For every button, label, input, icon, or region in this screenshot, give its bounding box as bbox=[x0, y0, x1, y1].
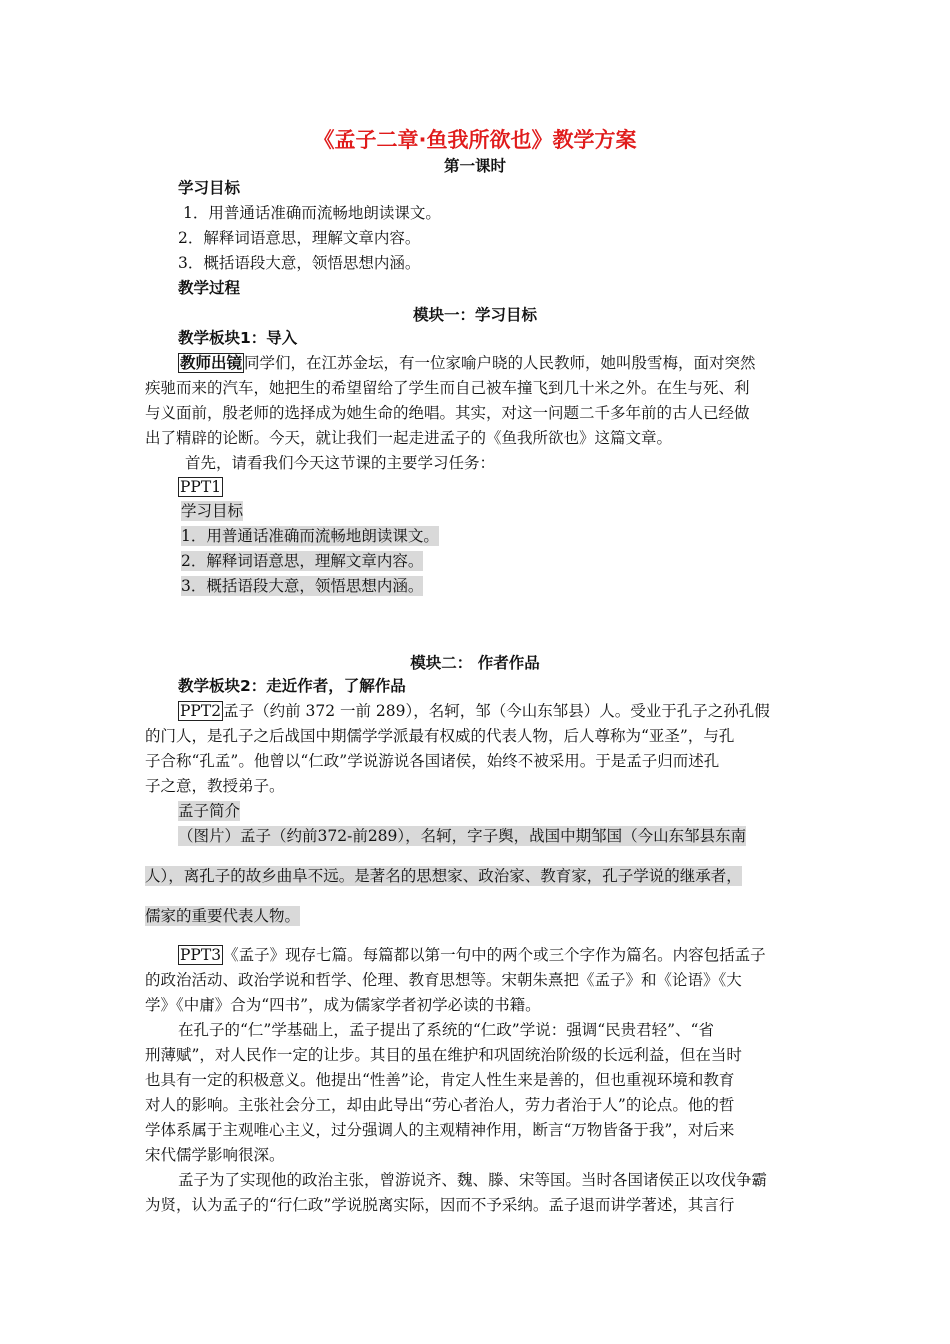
objective-item: 2．解释词语意思，理解文章内容。 bbox=[178, 229, 421, 247]
ppt1-tag-line bbox=[178, 477, 843, 497]
module1-para-line: 与义面前，殷老师的选择成为她生命的绝唱。其实，对这一问题二千多年前的古人已经做 bbox=[145, 404, 750, 422]
ppt3-tag: PPT3 bbox=[180, 946, 222, 964]
document-title: 《孟子二章·鱼我所欲也》教学方案 bbox=[313, 128, 637, 152]
ppt2-tag: PPT2 bbox=[180, 702, 222, 720]
module2-board: 教学板块2：走近作者，了解作品 bbox=[178, 677, 406, 695]
para2-line: 对人的影响。主张社会分工，却由此导出“劳心者治人，劳力者治于人”的论点。他的哲 bbox=[145, 1096, 735, 1114]
ppt1-item: 1．用普通话准确而流畅地朗读课文。 bbox=[181, 527, 439, 545]
ppt1-item: 3．概括语段大意，领悟思想内涵。 bbox=[181, 577, 424, 595]
module1-para-line bbox=[178, 353, 843, 373]
ppt1-heading: 学习目标 bbox=[181, 502, 244, 520]
para2-line: 宋代儒学影响很深。 bbox=[145, 1146, 285, 1164]
module1-para-line: 疾驰而来的汽车，她把生的希望留给了学生而自己被车撞飞到几十米之外。在生与死、利 bbox=[145, 379, 750, 397]
objective-item: 1．用普通话准确而流畅地朗读课文。 bbox=[183, 204, 441, 222]
ppt2-line: PPT2 孟子（约前 372 一前 289），名轲，邹（今山东邹县）人。受业于孔子之孙孔假 bbox=[180, 702, 770, 720]
para2-line: 也具有一定的积极意义。他提出“性善”论，肯定人性生来是善的，但也重视环境和教育 bbox=[145, 1071, 735, 1089]
module1-intro: 首先，请看我们今天这节课的主要学习任务： bbox=[185, 454, 496, 472]
ppt3-line: PPT3 《孟子》现存七篇。每篇都以第一句中的两个或三个字作为篇名。内容包括孟子 bbox=[180, 946, 766, 964]
slide-line: （图片）孟子（约前372-前289），名轲，字子舆，战国中期邹国（今山东邹县东南 bbox=[178, 827, 747, 845]
ppt3-line: 学》《中庸》合为“四书”，成为儒家学者初学必读的书籍。 bbox=[145, 996, 541, 1014]
ppt2-line: 子之意，教授弟子。 bbox=[145, 777, 285, 795]
para3-line: 孟子为了实现他的政治主张，曾游说齐、魏、滕、宋等国。当时各国诸侯正以攻伐争霸 bbox=[178, 1171, 768, 1189]
ppt1-tag: PPT1 bbox=[180, 478, 222, 496]
slide-line: 儒家的重要代表人物。 bbox=[145, 907, 301, 925]
para2-line: 刑薄赋”，对人民作一定的让步。其目的虽在维护和巩固统治阶级的长远利益，但在当时 bbox=[145, 1046, 742, 1064]
ppt3-line: 的政治活动、政治学说和哲学、伦理、教育思想等。宋朝朱熹把《孟子》和《论语》《大 bbox=[145, 971, 742, 989]
objective-item: 3．概括语段大意，领悟思想内涵。 bbox=[178, 254, 421, 272]
module2-heading: 模块二： 作者作品 bbox=[410, 654, 540, 672]
para3-line: 为贤，认为孟子的“行仁政”学说脱离实际，因而不予采纳。孟子退而讲学著述，其言行 bbox=[145, 1196, 735, 1214]
module1-heading: 模块一：学习目标 bbox=[412, 306, 537, 324]
lesson-label: 第一课时 bbox=[443, 157, 506, 175]
ppt1-item: 2．解释词语意思，理解文章内容。 bbox=[181, 552, 424, 570]
ppt2-line: 子合称“孔孟”。他曾以“仁政”学说游说各国诸侯，始终不被采用。于是孟子归而述孔 bbox=[145, 752, 720, 770]
teacher-tag: 教师出镜 bbox=[180, 354, 243, 372]
objectives-heading: 学习目标 bbox=[178, 179, 241, 197]
module1-para-line: 出了精辟的论断。今天，就让我们一起走进孟子的《鱼我所欲也》这篇文章。 bbox=[145, 429, 673, 447]
slide-line: 人），离孔子的故乡曲阜不远。是著名的思想家、政治家、教育家，孔子学说的继承者， bbox=[145, 867, 742, 885]
module1-board: 教学板块1：导入 bbox=[178, 329, 298, 347]
ppt2-line: 的门人，是孔子之后战国中期儒学学派最有权威的代表人物，后人尊称为“亚圣”，与孔 bbox=[145, 727, 735, 745]
para2-line: 学体系属于主观唯心主义，过分强调人的主观精神作用，断言“万物皆备于我”，对后来 bbox=[145, 1121, 735, 1139]
para2-line: 在孔子的“仁”学基础上，孟子提出了系统的“仁政”学说：强调“民贵君轻”、“省 bbox=[178, 1021, 714, 1039]
process-heading: 教学过程 bbox=[178, 279, 241, 297]
para-text: 同学们，在江苏金坛，有一位家喻户晓的人民教师，她叫殷雪梅，面对突然 bbox=[244, 354, 756, 372]
slide-heading: 孟子简介 bbox=[178, 802, 241, 820]
